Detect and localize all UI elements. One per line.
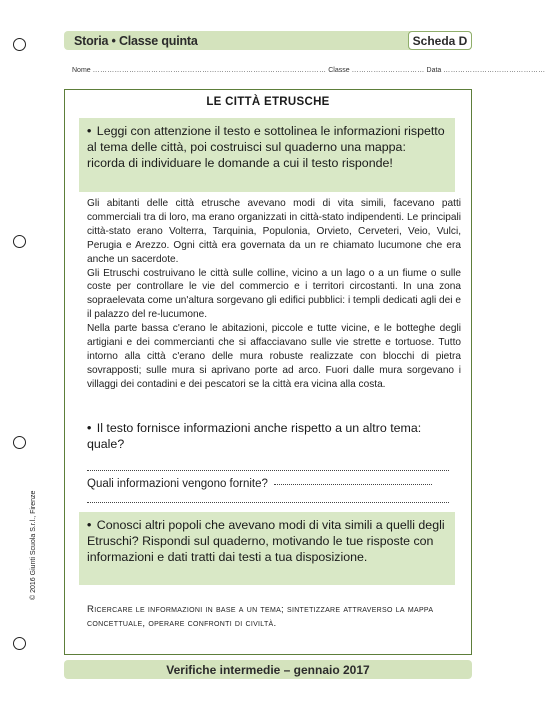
binder-hole [13, 637, 26, 650]
task-card-3 [79, 512, 455, 585]
name-label: Nome [72, 67, 91, 74]
class-field[interactable]: ………………………… [351, 67, 425, 74]
task-2-followup [87, 478, 432, 490]
answer-line[interactable] [87, 470, 449, 471]
copyright-note: © 2016 Giunti Scuola S.r.l., Firenze [30, 490, 37, 600]
date-field[interactable]: …………………………………… [443, 67, 545, 74]
paragraph: Gli abitanti delle città etrusche avevano modi di vita simili, facevano patti commerciali tra di loro, ma erano organizzati in città-stato indipendenti. Le principali città-stato erano Volterra, Tarquinia, Populonia, Orvieto, Cerveteri, Veio, Vulci, Perugia e Arezzo. Ogni città era governata da un re chiamato lucumone che era anche un sacerdote. [87, 198, 461, 265]
answer-line[interactable] [87, 502, 449, 503]
reading-text [87, 197, 461, 392]
task-1-text: Leggi con attenzione il testo e sottolinea le informazioni rispetto al tema delle città, poi costruisci sul quaderno una mappa: ricorda di individuare le domande a cui il testo risponde! [87, 124, 445, 171]
header-bar [64, 31, 472, 50]
answer-line[interactable] [274, 484, 432, 485]
binder-hole [13, 436, 26, 449]
task-2-text: Il testo fornisce informazioni anche rispetto a un altro tema: quale? [87, 421, 422, 451]
name-field[interactable]: …………………………………………………………………………………… [92, 67, 327, 74]
footer-bar: Verifiche intermedie – gennaio 2017 [64, 660, 472, 679]
skills-note: Ricercare le informazioni in base a un tema; sintetizzare attraverso la mappa concettuale, operare confronti di civiltà. [87, 604, 434, 629]
subject-label: Storia • Classe quinta [74, 33, 198, 48]
class-label: Classe [328, 67, 350, 74]
task-3-text: Conosci altri popoli che avevano modi di vita simili a quelli degli Etruschi? Rispondi sul quaderno, motivando le tue risposte con informazioni e dati tratti dai testi a tua disposizione. [87, 518, 445, 565]
task-card-1 [79, 118, 455, 192]
bullet-icon: • [87, 421, 92, 435]
date-label: Data [426, 67, 442, 74]
paragraph: Gli Etruschi costruivano le città sulle colline, vicino a un lago o a un fiume o sulle coste per controllare le vie del commercio e i territori circostanti. In una zona sopraelevata come un'altura sorgevano gli edifici pubblici: i templi dedicati agli dei e il palazzo del re-lucumone. [87, 267, 461, 321]
task-2 [87, 420, 457, 452]
page-title: LE CITTÀ ETRUSCHE [206, 96, 330, 108]
binder-hole [13, 235, 26, 248]
bullet-icon: • [87, 124, 92, 138]
paragraph: Nella parte bassa c'erano le abitazioni, piccole e tutte vicine, e le botteghe degli artigiani e dei commercianti che si affacciavano sulle vie strette e tortuose. Tutto intorno alla città c'erano delle mura robuste realizzate con blocchi di pietra sovrapposti; sulle mura si aprivano porte ad arco. Fuori dalle mura sorgevano i villaggi dei contadini e dei pescatori se la città era vicina alla costa. [87, 323, 461, 390]
student-info-row [72, 67, 545, 74]
bullet-icon: • [87, 518, 92, 532]
binder-hole [13, 38, 26, 51]
task-2-followup-text: Quali informazioni vengono fornite? [87, 478, 268, 490]
scheda-badge: Scheda D [408, 31, 472, 50]
